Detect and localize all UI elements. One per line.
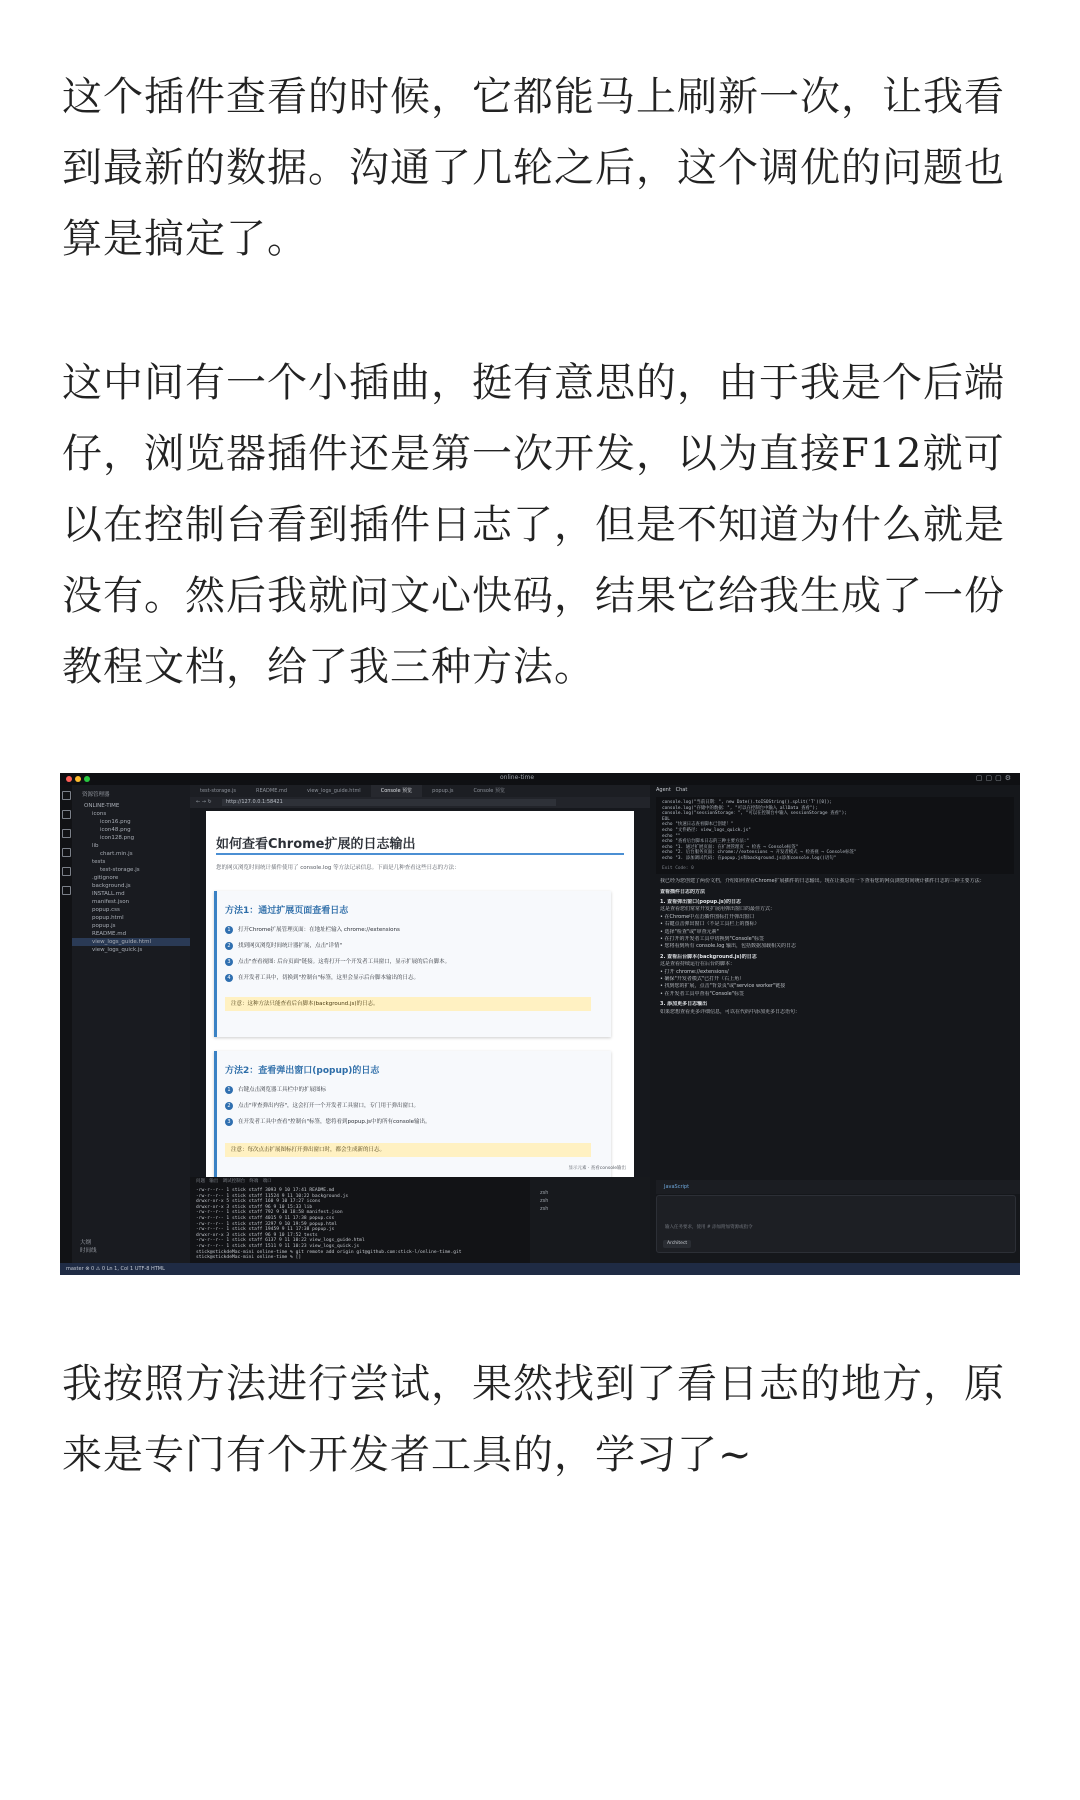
window-titlebar xyxy=(60,773,1020,785)
response-line: • 在Chrome中点击插件图标打开弹出窗口 xyxy=(660,913,755,920)
method-1-step xyxy=(225,957,450,966)
text-line: 以在控制台看到插件日志了，但是不知道为什么就是 xyxy=(62,502,1005,548)
text-line: 这个插件查看的时候，它都能马上刷新一次，让我看 xyxy=(62,74,1005,120)
terminal-output[interactable] xyxy=(190,1186,530,1263)
explorer-footer xyxy=(80,1239,97,1255)
method-1-title: 方法1：通过扩展页面查看日志 xyxy=(225,906,349,916)
code-line: console.log("当前日期：", new Date().toISOString().split('T')[0]); xyxy=(662,800,832,805)
response-line: • 选择"检查"或"审查元素" xyxy=(660,928,719,935)
response-heading: 3. 添加更多日志输出 xyxy=(660,1001,708,1008)
response-line: • 在打开的开发者工具中切换到"Console"标签 xyxy=(660,935,764,942)
text-line: 这中间有一个小插曲，挺有意思的，由于我是个后端 xyxy=(62,360,1005,406)
paragraph-2 xyxy=(62,348,1020,703)
debug-icon[interactable] xyxy=(62,848,71,857)
step-text: 在开发者工具中查看"控制台"标签，您将看到popup.js中的所有console输出。 xyxy=(238,1119,431,1125)
method-2-step xyxy=(225,1101,419,1110)
code-line: echo "查看后台脚本日志的三种主要方法:" xyxy=(662,839,750,845)
outline-section[interactable]: 大纲 xyxy=(80,1240,92,1246)
terminal-list xyxy=(530,1177,650,1263)
terminal-instance[interactable]: zsh xyxy=(540,1190,549,1196)
layout-icons[interactable]: ▢▢▢⚙ xyxy=(975,774,1014,782)
method-2-step xyxy=(225,1117,431,1126)
method-1-step xyxy=(225,925,400,934)
terminal-line: -rw-r--r-- 1 stick staff 4015 9 11 17:38 popup.css xyxy=(196,1215,335,1221)
explorer-item[interactable]: background.js xyxy=(92,883,131,889)
response-line: • 打开 chrome://extensions/ xyxy=(660,968,729,975)
step-number-icon: 4 xyxy=(225,974,233,982)
terminal-line: -rw-r--r-- 1 stick staff 792 9 10 18:58 manifest.json xyxy=(196,1210,343,1216)
step-text: 右键点击浏览器工具栏中的扩展图标 xyxy=(238,1087,327,1093)
code-line: console.log("存储中的数据：", "可以在控制台中输入 allData 查看"); xyxy=(662,805,818,811)
step-text: 打开Chrome扩展管理页面：在地址栏输入 chrome://extensions xyxy=(238,927,400,933)
explorer-item[interactable]: manifest.json xyxy=(92,899,130,905)
mode-selector[interactable]: Architect xyxy=(663,1240,691,1248)
explorer-item[interactable]: chart.min.js xyxy=(100,851,133,857)
step-text: 在开发者工具中，切换到"控制台"标签，这里会显示后台脚本输出的日志。 xyxy=(238,975,420,981)
explorer-item[interactable]: .gitignore xyxy=(92,875,119,881)
step-number-icon: 3 xyxy=(225,958,233,966)
doc-title: 如何查看Chrome扩展的日志输出 xyxy=(216,837,416,852)
maximize-dot-icon[interactable] xyxy=(84,776,90,782)
chat-tabs xyxy=(650,785,1020,795)
step-text: 找到网页浏览时间统计器扩展，点击"详情" xyxy=(238,943,343,949)
exit-code: Exit Code: 0 xyxy=(662,865,694,871)
step-number-icon: 3 xyxy=(225,1118,233,1126)
tab-output[interactable]: 输出 xyxy=(209,1179,219,1184)
minimize-dot-icon[interactable] xyxy=(75,776,81,782)
text-line: 没有。然后我就问文心快码，结果它给我生成了一份 xyxy=(62,573,1005,619)
text-line: 教程文档，给了我三种方法。 xyxy=(62,644,595,690)
source-control-icon[interactable] xyxy=(62,829,71,838)
tab-ports[interactable]: 端口 xyxy=(262,1179,272,1184)
step-number-icon: 1 xyxy=(225,1086,233,1094)
terminal-panel xyxy=(190,1177,530,1263)
code-block-header[interactable]: JavaScript xyxy=(656,1180,1020,1194)
method-1-step xyxy=(225,973,419,982)
paragraph-1 xyxy=(62,62,1020,275)
response-line: • 找到您的扩展，点击"背景页"或"service worker"链接 xyxy=(660,983,786,990)
code-line: echo "快速日志查看脚本已创建！" xyxy=(662,822,734,828)
tab-terminal[interactable]: 终端 xyxy=(249,1179,259,1184)
code-line: EOL xyxy=(662,816,670,822)
paragraph-3 xyxy=(62,1349,1020,1491)
text-line: 仔，浏览器插件还是第一次开发，以为直接F12就可 xyxy=(62,431,1005,477)
explorer-item[interactable]: view_logs_guide.html xyxy=(72,938,190,946)
terminal-instance[interactable]: zsh xyxy=(540,1206,549,1212)
preview-page xyxy=(206,811,634,1177)
explorer-item[interactable]: INSTALL.md xyxy=(92,891,125,897)
method-2-step xyxy=(225,1085,326,1094)
method-2-title: 方法2：查看弹出窗口(popup)的日志 xyxy=(225,1066,380,1076)
step-number-icon: 1 xyxy=(225,926,233,934)
search-icon[interactable] xyxy=(62,810,71,819)
explorer-item[interactable]: icons xyxy=(92,811,107,817)
explorer-item[interactable]: test-storage.js xyxy=(100,867,140,873)
tab-popup-js[interactable]: popup.js xyxy=(432,788,454,794)
explorer-item[interactable]: popup.html xyxy=(92,915,124,921)
text-line: 我按照方法进行尝试，果然找到了看日志的地方，原 xyxy=(62,1361,1005,1407)
terminal-line: -rw-r--r-- 1 stick staff 1511 9 11 10:23 view_logs_quick.js xyxy=(196,1243,360,1249)
terminal-line: -rw-r--r-- 1 stick staff 3297 9 10 19:59 popup.html xyxy=(196,1221,338,1227)
text-line: 算是搞定了。 xyxy=(62,216,308,262)
chat-icon[interactable] xyxy=(62,886,71,895)
editor-tabs xyxy=(190,785,650,797)
response-line: • 在开发者工具中查看"Console"标签 xyxy=(660,990,744,997)
tab-readme[interactable]: README.md xyxy=(255,788,287,794)
code-line: echo "1. 通过扩展页面: 在扩展管理页 → 检查 → Console标签" xyxy=(662,844,799,850)
activity-bar xyxy=(60,785,72,1263)
explorer-item[interactable]: popup.css xyxy=(92,907,120,913)
files-icon[interactable] xyxy=(62,791,71,800)
code-output xyxy=(656,797,1014,874)
close-dot-icon[interactable] xyxy=(66,776,72,782)
method-1-card xyxy=(214,891,611,1037)
file-explorer xyxy=(72,785,190,1263)
tab-test-storage[interactable]: test-storage.js xyxy=(200,788,236,794)
response-line: • 确保"开发者模式"已打开（右上角） xyxy=(660,976,745,982)
chat-input-placeholder[interactable]: 输入任务要求，使用 # 添加附加资源或指令 xyxy=(665,1225,753,1230)
explorer-item[interactable]: icon16.png xyxy=(100,819,131,825)
preview-footer[interactable]: 显示元素 · 查看console输出 xyxy=(568,1166,626,1171)
step-number-icon: 2 xyxy=(225,942,233,950)
explorer-item[interactable]: README.md xyxy=(92,931,127,937)
step-text: 点击"审查弹出内容"，这会打开一个开发者工具窗口，专门用于弹出窗口。 xyxy=(238,1103,420,1109)
response-heading: 查看插件日志的方法 xyxy=(660,888,706,895)
method-2-card xyxy=(214,1051,611,1177)
tab-chat[interactable]: Chat xyxy=(675,787,688,793)
terminal-line: -rw-r--r-- 1 stick staff 6137 9 11 10:22 view_logs_guide.html xyxy=(196,1238,365,1244)
timeline-section[interactable]: 时间线 xyxy=(80,1248,97,1254)
ide-screenshot xyxy=(60,773,1020,1275)
method-1-note: 注意：这种方法只能查看后台脚本(background.js)的日志。 xyxy=(225,997,591,1011)
status-bar: master ⊗ 0 ⚠ 0 Ln 1, Col 1 UTF-8 HTML xyxy=(60,1263,1020,1275)
explorer-item[interactable]: icon48.png xyxy=(100,827,131,833)
window-title: online-time xyxy=(500,774,535,781)
terminal-line: -rw-r--r-- 1 stick staff 3093 9 10 17:41 README.md xyxy=(196,1188,335,1193)
terminal-line: drwxr-xr-x 5 stick staff 160 9 10 17:27 icons xyxy=(196,1199,321,1205)
tab-agent[interactable]: Agent xyxy=(656,787,671,793)
terminal-line: -rw-r--r-- 1 stick staff 19459 9 11 17:38 popup.js xyxy=(196,1227,335,1233)
chat-response xyxy=(650,876,1020,1018)
terminal-line: stick@stickdeMac-mini online-time % git remote add origin git@github.com:stick-l/online-time.git xyxy=(196,1249,462,1255)
explorer-item[interactable]: tests xyxy=(92,859,106,865)
terminal-line: -rw-r--r-- 1 stick staff 11524 9 11 10:22 background.js xyxy=(196,1193,349,1199)
terminal-line: stick@stickdeMac-mini online-time % [] xyxy=(196,1255,302,1261)
explorer-header: 资源管理器 xyxy=(82,792,110,798)
terminal-instance[interactable]: zsh xyxy=(540,1198,549,1204)
code-line: console.log("sessionStorage：", "可以在控制台中输入 sessionStorage 查看"); xyxy=(662,811,847,817)
tab-debug-console[interactable]: 调试控制台 xyxy=(222,1179,246,1184)
response-line: • 右键点击弹出窗口（不是工具栏上的图标） xyxy=(660,921,760,928)
tab-view-logs-guide[interactable]: view_logs_guide.html xyxy=(307,788,361,794)
terminal-line: drwxr-xr-x 3 stick staff 96 9 10 15:33 lib xyxy=(196,1204,313,1210)
panel-tabs xyxy=(190,1177,530,1186)
explorer-item[interactable]: popup.js xyxy=(92,923,116,929)
title-divider xyxy=(216,853,624,855)
code-line: echo "3. 添加调试代码: 在popup.js和background.js添加console.log()语句" xyxy=(662,855,837,861)
method-2-note: 注意：每次点击扩展图标打开弹出窗口时，都会生成新的日志。 xyxy=(225,1143,591,1157)
text-line: 到最新的数据。沟通了几轮之后，这个调优的问题也 xyxy=(62,145,1005,191)
nav-arrows-icon[interactable]: ← → ↻ xyxy=(196,799,212,805)
tab-console-preview[interactable]: Console 预览 xyxy=(371,785,422,797)
response-line: 我已经为您创建了两份文档，介绍如何查看Chrome扩展插件的日志输出。现在让我总结一下查看您的网页浏览时间统计插件日志的三种主要方法： xyxy=(660,878,985,885)
explorer-root[interactable]: ONLINE-TIME xyxy=(84,803,120,809)
step-text: 点击"查看视图: 后台页面"链接。这将打开一个开发者工具窗口，显示扩展的后台脚本。 xyxy=(238,959,451,965)
chat-input-box[interactable] xyxy=(656,1195,1016,1253)
response-line: 如果您想查看更多详细信息，可以在代码中添加更多日志语句： xyxy=(660,1008,801,1015)
response-heading: 1. 查看弹出窗口(popup.js)的日志 xyxy=(660,898,742,905)
url-input[interactable]: http://127.0.0.1:58421 xyxy=(222,799,556,806)
response-heading: 2. 查看后台脚本(background.js)的日志 xyxy=(660,953,757,960)
response-line: 这是查看您们常常开发扩展用弹出窗口的最佳方式： xyxy=(660,906,776,913)
doc-intro: 您的网页浏览时间统计插件使用了 console.log 等方法记录信息。下面是几种查看这些日志的方法： xyxy=(216,865,460,871)
method-1-step xyxy=(225,941,342,950)
extensions-icon[interactable] xyxy=(62,867,71,876)
code-line: echo "" xyxy=(662,833,681,839)
tab-console-preview-2[interactable]: Console 预览 xyxy=(473,788,505,794)
terminal-line: drwxr-xr-x 3 stick staff 96 9 10 17:52 tests xyxy=(196,1232,318,1238)
explorer-item[interactable]: lib xyxy=(92,843,99,849)
text-line: 来是专门有个开发者工具的，学习了~ xyxy=(62,1432,753,1478)
tab-problems[interactable]: 问题 xyxy=(196,1179,205,1184)
ai-chat-panel xyxy=(650,785,1020,1263)
explorer-item[interactable]: view_logs_quick.js xyxy=(92,947,143,953)
explorer-item[interactable]: icon128.png xyxy=(100,835,135,841)
code-line: echo "2. 后台服务页面: chrome://extensions → 开发者模式 → 检查视 → Console标签" xyxy=(662,850,857,856)
code-line: echo "文件路径: view_logs_quick.js" xyxy=(662,827,751,833)
response-line: 这是查看持续运行在后台的脚本： xyxy=(660,961,736,968)
step-number-icon: 2 xyxy=(225,1102,233,1110)
preview-url-bar xyxy=(190,797,650,808)
response-line: • 您将看到所有 console.log 输出，包括数据加载相关的日志 xyxy=(660,943,797,950)
